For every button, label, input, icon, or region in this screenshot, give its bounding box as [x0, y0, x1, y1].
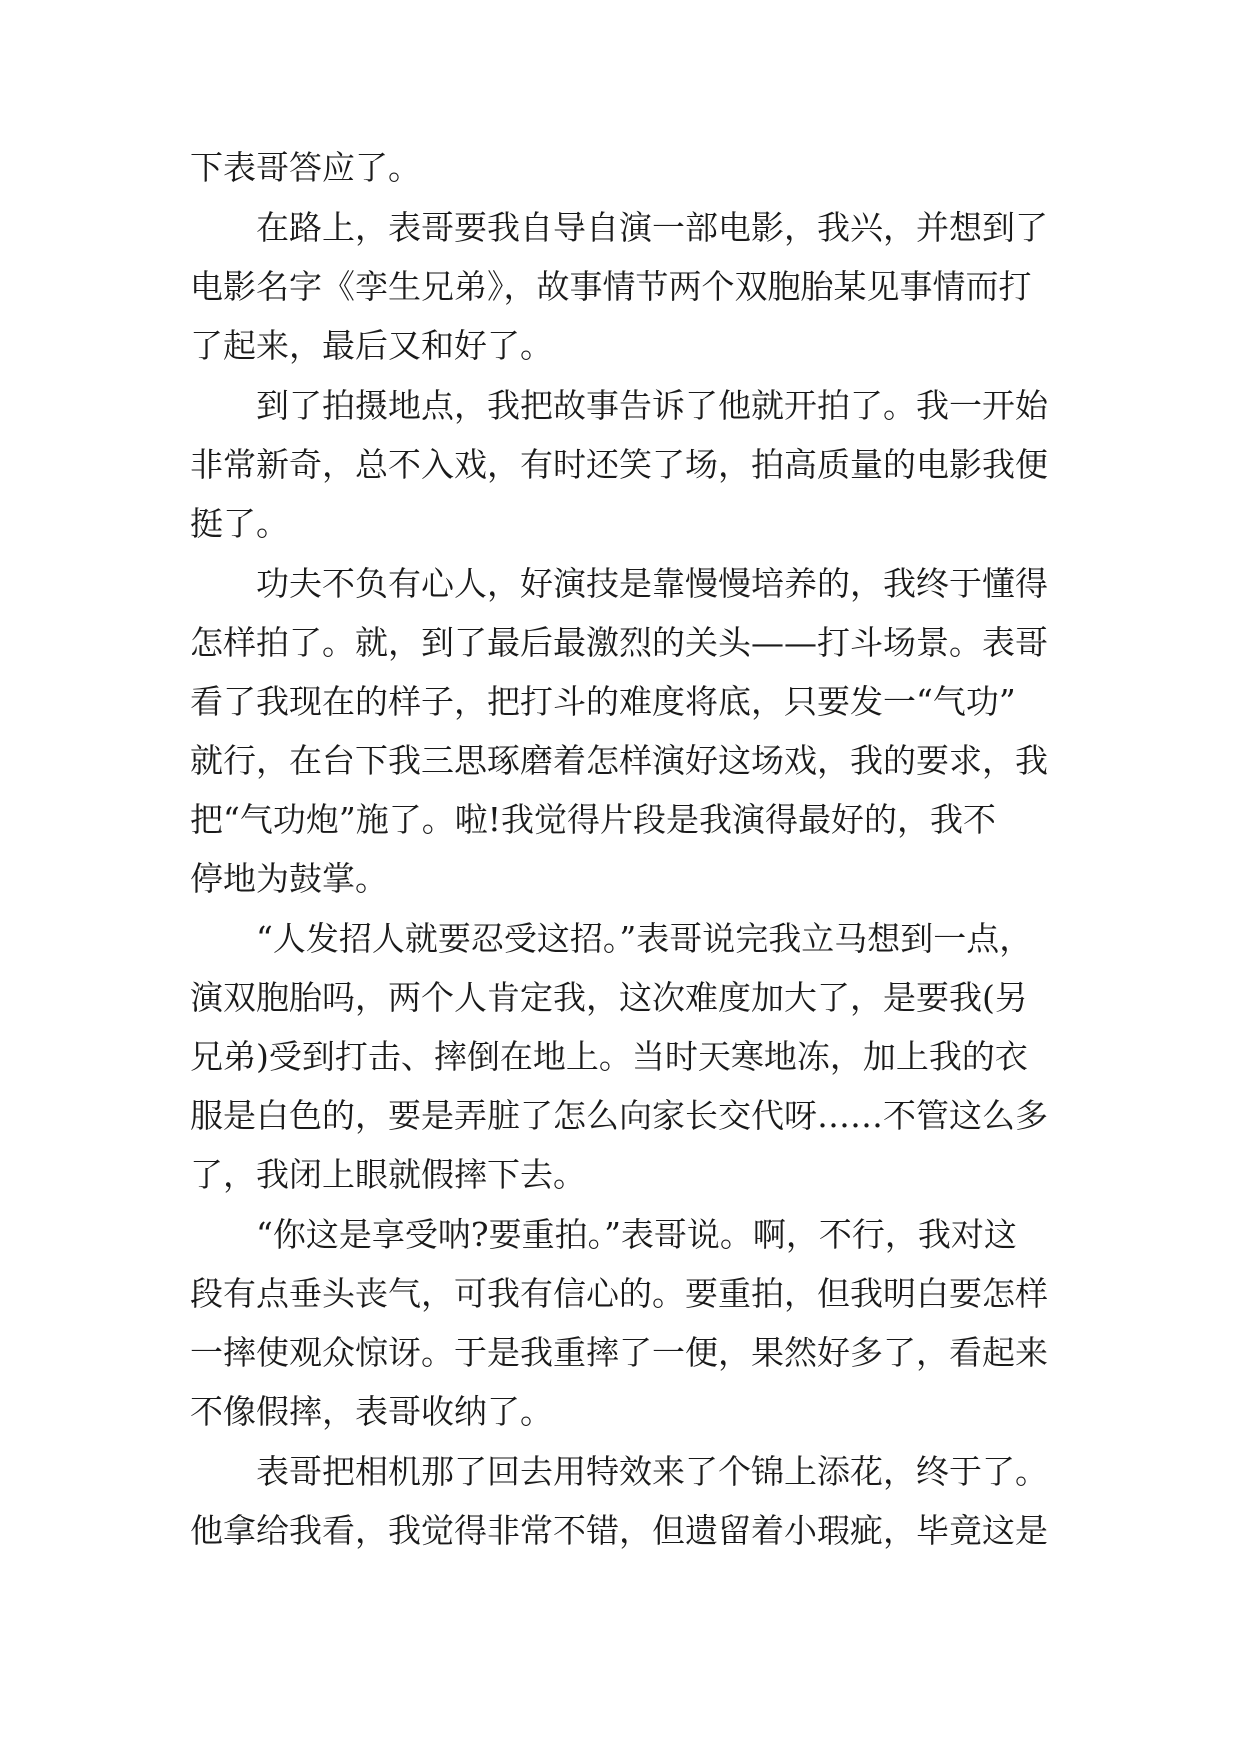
text-line: 演双胞胎吗，两个人肯定我，这次难度加大了，是要我(另 [190, 978, 1028, 1017]
text-line: “你这是享受呐?要重拍。”表哥说。啊，不行，我对这 [256, 1215, 1017, 1254]
text-line: 把“气功炮”施了。啦!我觉得片段是我演得最好的，我不 [190, 800, 997, 839]
text-line: 段有点垂头丧气，可我有信心的。要重拍，但我明白要怎样 [190, 1274, 1048, 1313]
paragraph-3 [190, 376, 1050, 553]
text-line: 表哥把相机那了回去用特效来了个锦上添花，终于了。 [256, 1452, 1048, 1491]
text-line: 服是白色的，要是弄脏了怎么向家长交代呀……不管这么多 [190, 1096, 1048, 1135]
text-line: 停地为鼓掌。 [190, 859, 388, 898]
text-line: “人发招人就要忍受这招。”表哥说完我立马想到一点， [256, 919, 1033, 958]
paragraph-1 [190, 138, 1050, 197]
text-line: 电影名字《孪生兄弟》，故事情节两个双胞胎某见事情而打 [190, 267, 1032, 306]
text-line: 挺了。 [190, 504, 289, 543]
text-line: 他拿给我看，我觉得非常不错，但遗留着小瑕疵，毕竟这是 [190, 1511, 1048, 1550]
text-line: 怎样拍了。就，到了最后最激烈的关头——打斗场景。表哥 [190, 623, 1048, 662]
document-page [190, 138, 1050, 1561]
text-line: 不像假摔，表哥收纳了。 [190, 1392, 553, 1431]
text-line: 了，我闭上眼就假摔下去。 [190, 1155, 586, 1194]
text-line: 一摔使观众惊讶。于是我重摔了一便，果然好多了，看起来 [190, 1333, 1048, 1372]
text-line: 在路上，表哥要我自导自演一部电影，我兴，并想到了 [256, 208, 1048, 247]
paragraph-7 [190, 1442, 1050, 1560]
text-line: 了起来，最后又和好了。 [190, 326, 553, 365]
text-line: 兄弟)受到打击、摔倒在地上。当时天寒地冻，加上我的衣 [190, 1037, 1028, 1076]
paragraph-4 [190, 554, 1050, 908]
text-line: 下表哥答应了。 [190, 148, 421, 187]
paragraph-6 [190, 1205, 1050, 1441]
paragraph-5 [190, 909, 1050, 1204]
text-line: 看了我现在的样子，把打斗的难度将底，只要发一“气功” [190, 682, 1016, 721]
text-line: 到了拍摄地点，我把故事告诉了他就开拍了。我一开始 [256, 386, 1048, 425]
text-line: 功夫不负有心人，好演技是靠慢慢培养的，我终于懂得 [256, 564, 1048, 603]
text-line: 非常新奇，总不入戏，有时还笑了场，拍高质量的电影我便 [190, 445, 1048, 484]
text-line: 就行，在台下我三思琢磨着怎样演好这场戏，我的要求，我 [190, 741, 1048, 780]
paragraph-2 [190, 198, 1050, 375]
